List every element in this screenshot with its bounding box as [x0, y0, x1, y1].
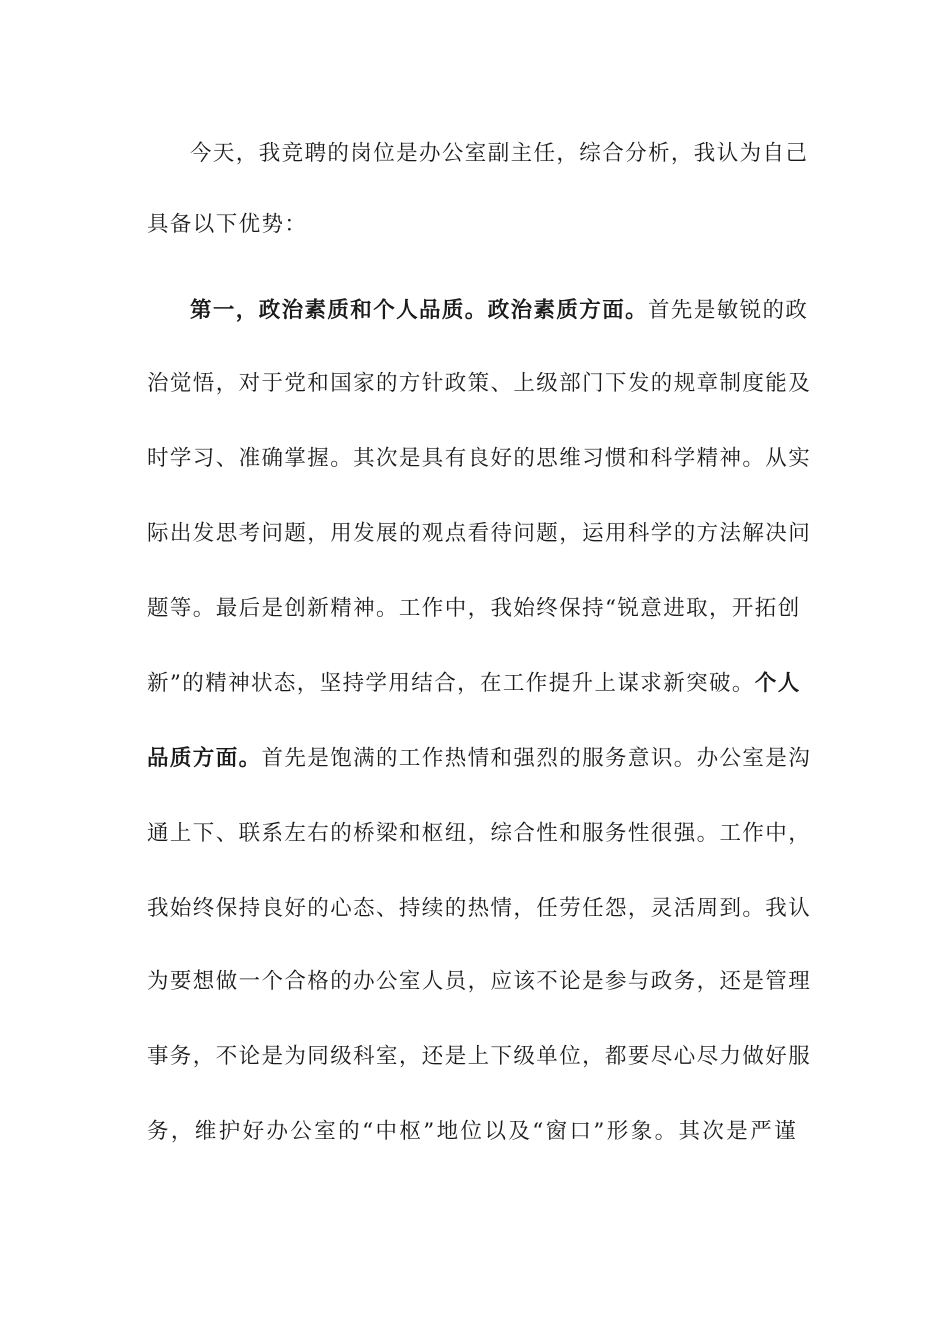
- paragraph-2-line-7-text: 首先是饱满的工作热情和强烈的服务意识。办公室是沟: [261, 746, 812, 771]
- paragraph-2-line-9: 我始终保持良好的心态、持续的热情，任劳任怨，灵活周到。我认: [147, 896, 812, 921]
- paragraph-2-line-5: 题等。最后是创新精神。工作中，我始终保持“锐意进取，开拓创: [147, 596, 801, 621]
- paragraph-2-line-2: 治觉悟，对于党和国家的方针政策、上级部门下发的规章制度能及: [147, 371, 812, 396]
- paragraph-2-line-12: 务，维护好办公室的“中枢”地位以及“窗口”形象。其次是严谨: [147, 1119, 797, 1144]
- paragraph-2-line-1-text: 首先是敏锐的政: [648, 298, 809, 323]
- paragraph-1-line-1: 今天，我竞聘的岗位是办公室副主任，综合分析，我认为自己: [190, 141, 809, 166]
- paragraph-2-line-1: [190, 296, 809, 326]
- paragraph-2-line-6-text: 新”的精神状态，坚持学用结合，在工作提升上谋求新突破。: [147, 671, 755, 696]
- section-heading: 第一，政治素质和个人品质。政治素质方面。: [190, 298, 649, 323]
- paragraph-2-line-10: 为要想做一个合格的办公室人员，应该不论是参与政务，还是管理: [147, 969, 812, 994]
- paragraph-2-line-6: [147, 669, 801, 699]
- paragraph-2-line-7: [147, 744, 812, 774]
- subheading-personal-quality-part-1: 个人: [754, 671, 801, 696]
- paragraph-2-line-3: 时学习、准确掌握。其次是具有良好的思维习惯和科学精神。从实: [147, 446, 812, 471]
- paragraph-2-line-8: 通上下、联系左右的桥梁和枢纽，综合性和服务性很强。工作中，: [147, 821, 812, 846]
- paragraph-2-line-4: 际出发思考问题，用发展的观点看待问题，运用科学的方法解决问: [147, 521, 812, 546]
- subheading-personal-quality-part-2: 品质方面。: [147, 746, 262, 771]
- paragraph-1-line-2: 具备以下优势：: [147, 212, 308, 237]
- paragraph-2-line-11: 事务，不论是为同级科室，还是上下级单位，都要尽心尽力做好服: [147, 1044, 812, 1069]
